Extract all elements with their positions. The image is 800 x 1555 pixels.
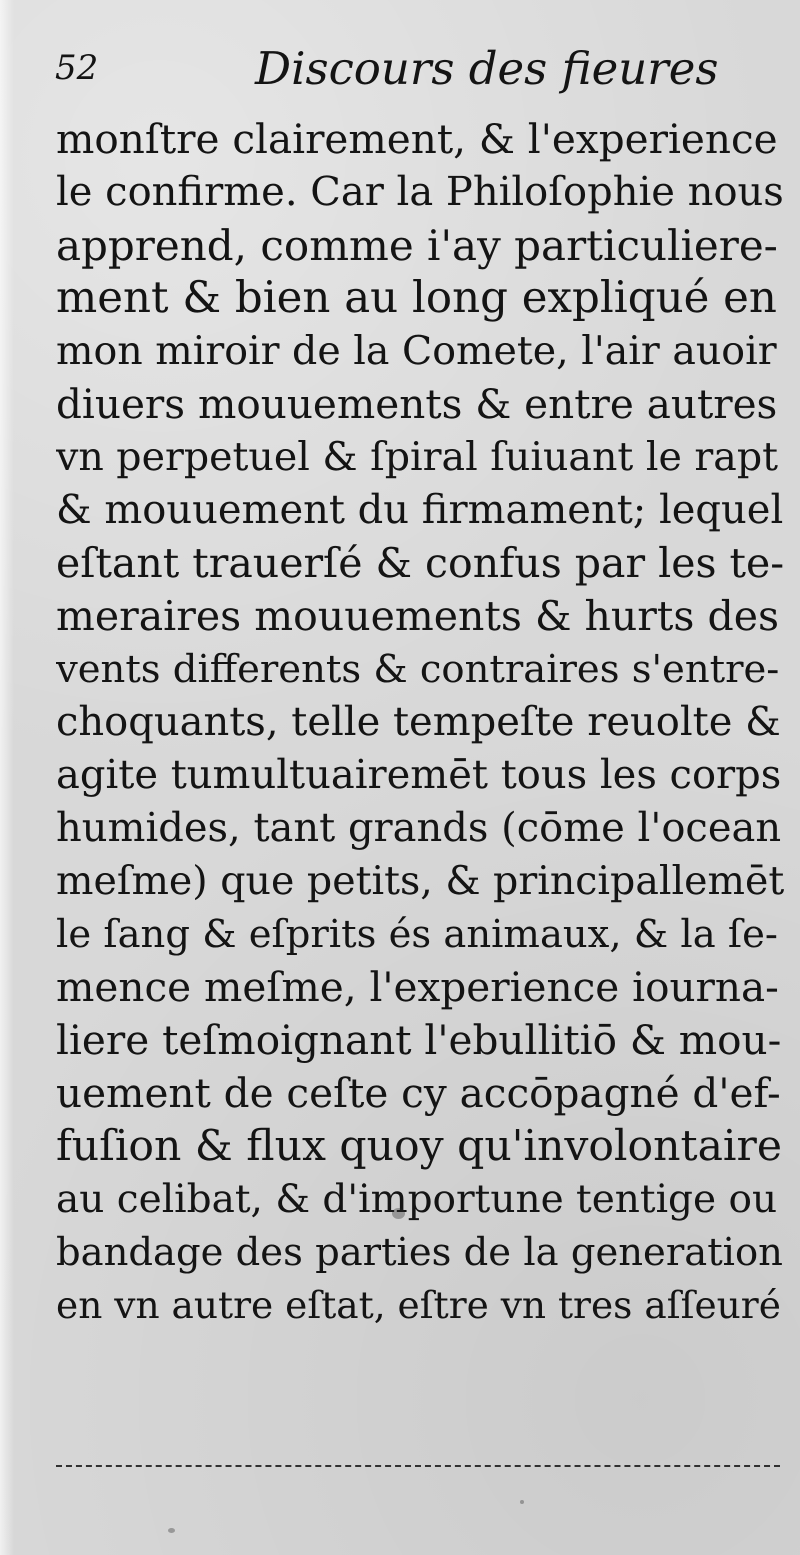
text-line: diuers mouuements & entre autres xyxy=(56,380,778,428)
bottom-rule xyxy=(56,1465,780,1467)
page-header xyxy=(55,42,775,102)
text-line: humides, tant grands (cōme l'ocean xyxy=(56,805,782,851)
text-line: monſtre clairement, & l'experience xyxy=(56,115,778,163)
body-text xyxy=(56,113,784,1463)
text-line: & mouuement du firmament; lequel xyxy=(56,487,784,533)
text-line: uement de ceſte cy accōpagné d'ef- xyxy=(56,1069,781,1117)
text-line: le ſang & eſprits és animaux, & la ſe- xyxy=(56,912,778,957)
text-line: agite tumultuairemēt tous les corps xyxy=(56,752,782,798)
text-line: mence meſme, l'experience iourna- xyxy=(56,963,779,1011)
ink-speck xyxy=(520,1500,524,1504)
running-title: Discours des fieures xyxy=(255,42,719,95)
ink-speck xyxy=(168,1528,175,1533)
text-line: meraires mouuements & hurts des xyxy=(56,592,780,640)
text-line: ment & bien au long expliqué en xyxy=(56,273,777,323)
text-line: bandage des parties de la generation xyxy=(56,1230,783,1275)
text-line: vents differents & contraires s'entre- xyxy=(56,647,780,692)
text-line: fuſion & flux quoy qu'involontaire xyxy=(56,1122,782,1171)
text-line: apprend, comme i'ay particuliere- xyxy=(56,221,778,270)
text-line: en vn autre eſtat, eſtre vn tres aſſeuré xyxy=(56,1283,781,1327)
text-line: liere teſmoignant l'ebullitiō & mou- xyxy=(56,1016,782,1064)
text-line: choquants, telle tempeſte reuolte & xyxy=(56,699,781,745)
text-line: eſtant trauerſé & confus par les te- xyxy=(56,539,784,587)
text-line: meſme) que petits, & principallemēt xyxy=(56,858,784,904)
ink-blot xyxy=(392,1208,405,1219)
text-line: mon miroir de la Comete, l'air auoir xyxy=(56,328,777,374)
text-line: vn perpetuel & ſpiral ſuiuant le rapt xyxy=(56,434,778,480)
page-number: 52 xyxy=(55,48,99,88)
text-line: le confirme. Car la Philoſophie nous xyxy=(56,169,784,215)
text-line: au celibat, & d'importune tentige ou xyxy=(56,1177,778,1222)
